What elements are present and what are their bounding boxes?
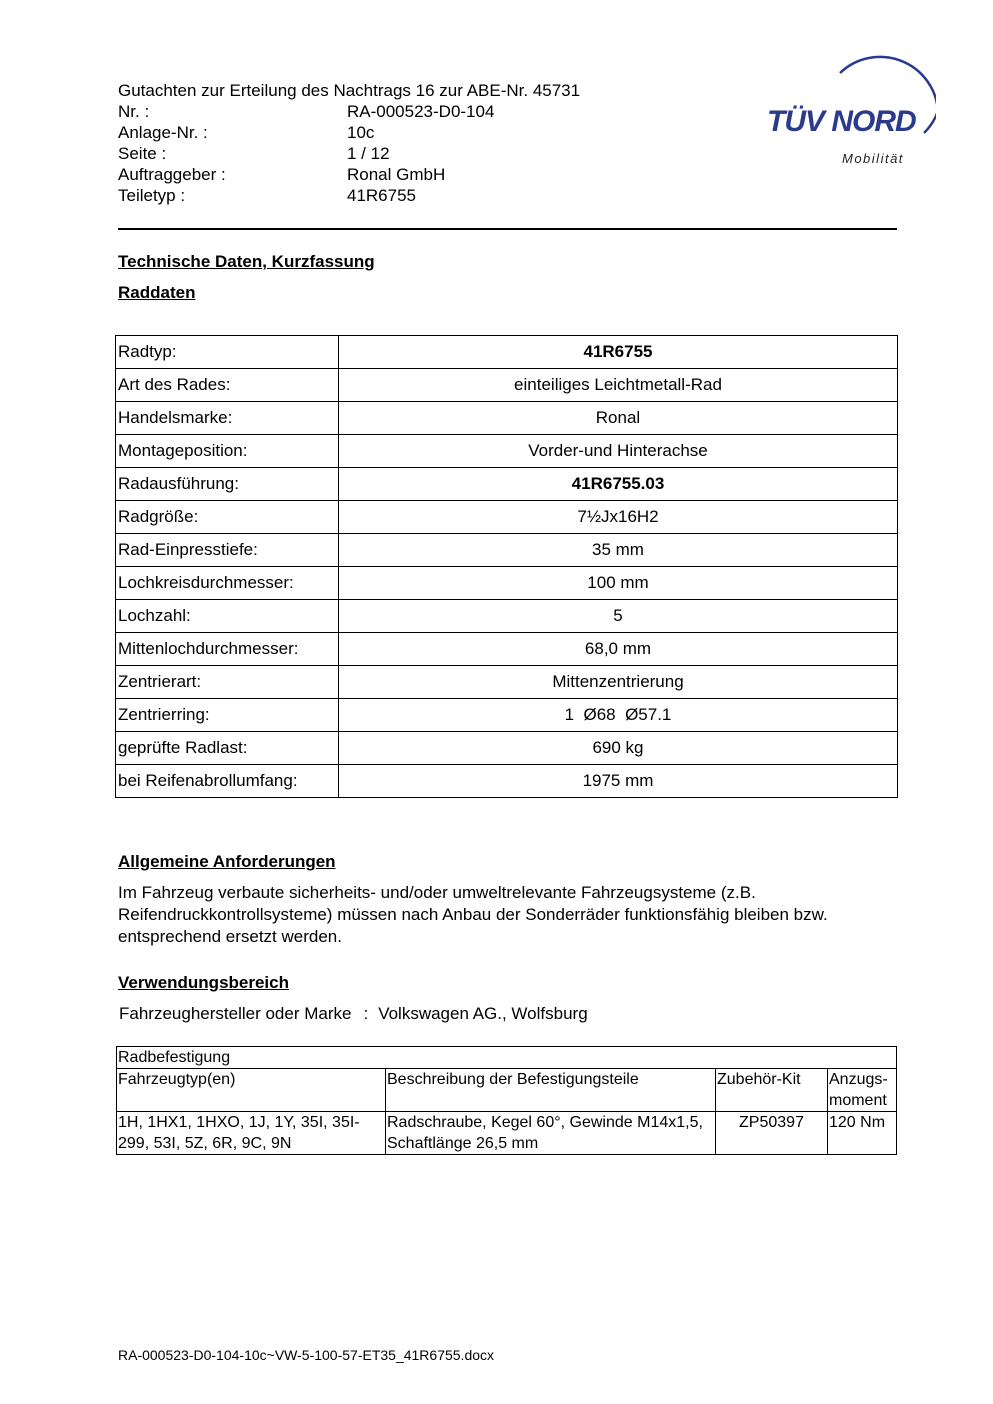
row-label: Rad-Einpresstiefe: xyxy=(116,534,339,567)
column-header: Zubehör-Kit xyxy=(716,1069,828,1112)
row-label: geprüfte Radlast: xyxy=(116,732,339,765)
row-label: Handelsmarke: xyxy=(116,402,339,435)
section-heading-general-requirements: Allgemeine Anforderungen xyxy=(118,852,336,871)
logo-subtitle: Mobilität xyxy=(842,151,904,166)
table-cell: 1H, 1HX1, 1HXO, 1J, 1Y, 35I, 35I-299, 53I, 5Z, 6R, 9C, 9N xyxy=(117,1112,386,1155)
table-row xyxy=(116,567,898,600)
table-title-row xyxy=(117,1047,897,1069)
header-value: 10c xyxy=(347,123,375,142)
row-label: Lochzahl: xyxy=(116,600,339,633)
table-header-row xyxy=(117,1069,897,1112)
section-heading-tech-summary: Technische Daten, Kurzfassung xyxy=(118,252,375,271)
row-value: 68,0 mm xyxy=(339,633,898,666)
header-value: RA-000523-D0-104 xyxy=(347,102,495,121)
row-label: Zentrierring: xyxy=(116,699,339,732)
row-value: Ronal xyxy=(339,402,898,435)
header-divider xyxy=(118,228,897,230)
row-value: 690 kg xyxy=(339,732,898,765)
header-field-nr xyxy=(118,101,678,122)
table-row xyxy=(116,435,898,468)
row-label: Montageposition: xyxy=(116,435,339,468)
table-row xyxy=(116,633,898,666)
wheel-data-table xyxy=(115,335,898,798)
column-header: Beschreibung der Befestigungsteile xyxy=(386,1069,716,1112)
header-label: Anlage-Nr. : xyxy=(118,123,208,142)
column-header: Fahrzeugtyp(en) xyxy=(117,1069,386,1112)
table-row xyxy=(116,369,898,402)
logo-brand: TÜV NORD xyxy=(767,105,916,138)
table-row xyxy=(116,468,898,501)
header-field-auftraggeber xyxy=(118,164,678,185)
general-requirements-text: Im Fahrzeug verbaute sicherheits- und/oder umweltrelevante Fahrzeugsysteme (z.B. Reifendruckkontrollsysteme) müssen nach Anbau der Sonderräder funktionsfähig bleiben bzw. entsprechend ersetzt werden. xyxy=(118,883,828,946)
table-row xyxy=(117,1112,897,1155)
table-title: Radbefestigung xyxy=(117,1047,897,1069)
row-label: bei Reifenabrollumfang: xyxy=(116,765,339,798)
row-value: 100 mm xyxy=(339,567,898,600)
row-value: 1975 mm xyxy=(339,765,898,798)
table-row xyxy=(116,501,898,534)
tuv-nord-logo xyxy=(760,55,950,175)
manufacturer-line xyxy=(119,1004,588,1024)
row-value: Mittenzentrierung xyxy=(339,666,898,699)
header-value: 41R6755 xyxy=(347,186,417,205)
mounting-table xyxy=(116,1046,897,1155)
row-value: 1 Ø68 Ø57.1 xyxy=(339,699,898,732)
table-cell: 120 Nm xyxy=(828,1112,897,1155)
row-label: Radausführung: xyxy=(116,468,339,501)
header-value: Ronal GmbH xyxy=(347,165,446,184)
row-value: 7½Jx16H2 xyxy=(339,501,898,534)
table-row xyxy=(116,765,898,798)
row-value: 35 mm xyxy=(339,534,898,567)
row-value: Vorder-und Hinterachse xyxy=(339,435,898,468)
row-value: 41R6755 xyxy=(339,336,898,369)
row-value: 41R6755.03 xyxy=(339,468,898,501)
row-label: Radgröße: xyxy=(116,501,339,534)
table-row xyxy=(116,732,898,765)
document-header xyxy=(118,80,678,206)
table-cell: ZP50397 xyxy=(716,1112,828,1155)
header-label: Auftraggeber : xyxy=(118,165,226,184)
row-label: Zentrierart: xyxy=(116,666,339,699)
header-value: 1 / 12 xyxy=(347,144,390,163)
header-label: Seite : xyxy=(118,144,167,163)
document-title: Gutachten zur Erteilung des Nachtrags 16 zur ABE-Nr. 45731 xyxy=(118,81,581,100)
row-label: Lochkreisdurchmesser: xyxy=(116,567,339,600)
section-heading-scope: Verwendungsbereich xyxy=(118,973,289,992)
row-value: einteiliges Leichtmetall-Rad xyxy=(339,369,898,402)
manufacturer-value: Volkswagen AG., Wolfsburg xyxy=(378,1004,588,1023)
manufacturer-label: Fahrzeughersteller oder Marke xyxy=(119,1004,352,1023)
table-cell: Radschraube, Kegel 60°, Gewinde M14x1,5, Schaftlänge 26,5 mm xyxy=(386,1112,716,1155)
footer-filename: RA-000523-D0-104-10c~VW-5-100-57-ET35_41R6755.docx xyxy=(118,1347,495,1363)
header-label: Nr. : xyxy=(118,102,150,121)
header-field-teiletyp xyxy=(118,185,678,206)
row-label: Mittenlochdurchmesser: xyxy=(116,633,339,666)
header-field-anlage xyxy=(118,122,678,143)
table-row xyxy=(116,336,898,369)
row-label: Art des Rades: xyxy=(116,369,339,402)
header-field-seite xyxy=(118,143,678,164)
table-row xyxy=(116,534,898,567)
table-row xyxy=(116,699,898,732)
section-heading-wheel-data: Raddaten xyxy=(118,283,196,302)
row-value: 5 xyxy=(339,600,898,633)
table-row xyxy=(116,666,898,699)
row-label: Radtyp: xyxy=(116,336,339,369)
manufacturer-separator: : xyxy=(363,1004,369,1023)
column-header: Anzugs-moment xyxy=(828,1069,897,1112)
table-row xyxy=(116,600,898,633)
table-row xyxy=(116,402,898,435)
header-label: Teiletyp : xyxy=(118,186,186,205)
